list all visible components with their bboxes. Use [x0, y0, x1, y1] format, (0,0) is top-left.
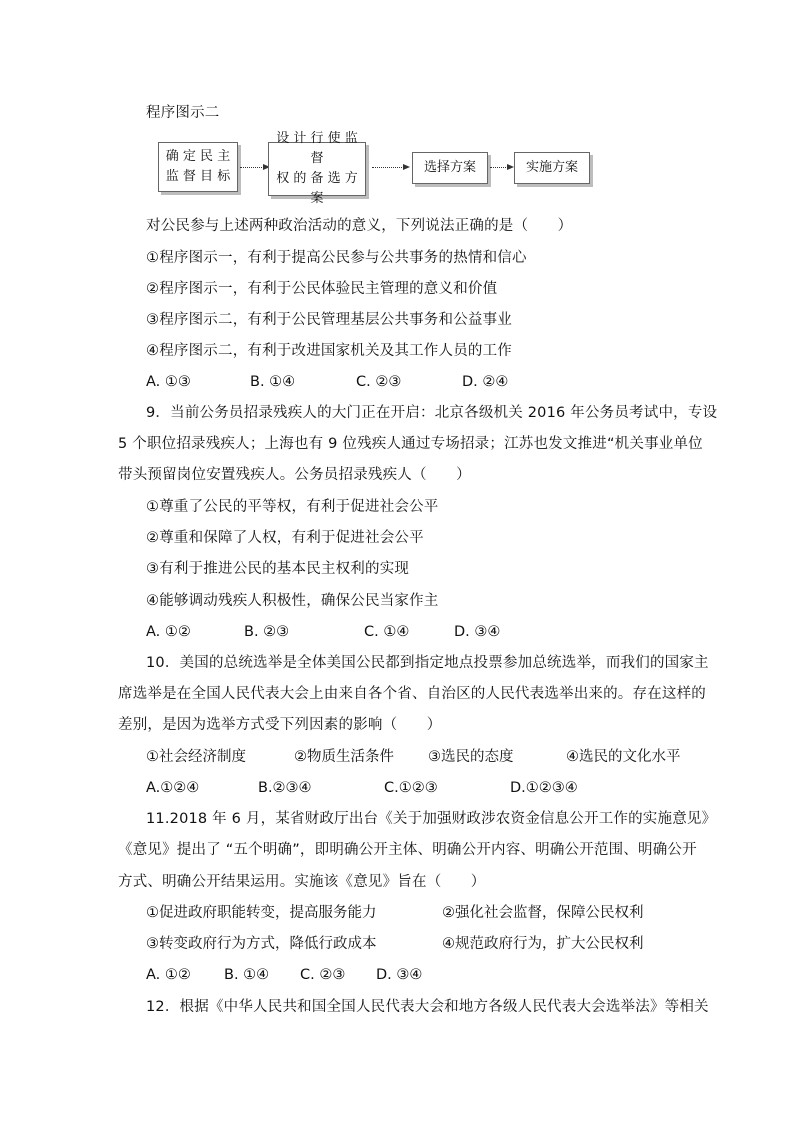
- flow-box-implement-label: 实施方案: [525, 160, 578, 175]
- q8-item-1: ①程序图示一，有利于提高公民参与公共事务的热情和信心: [146, 250, 527, 266]
- q11-items-row-1: [146, 903, 666, 923]
- flow-box-select: [412, 152, 488, 184]
- q10-item-2: ②物质生活条件: [294, 749, 394, 765]
- q8-option-d: D. ②④: [462, 374, 509, 390]
- flow-arrow-2: [372, 167, 404, 169]
- q11-options: [146, 965, 466, 985]
- section-title: 程序图示二: [146, 105, 220, 121]
- q8-option-c: C. ②③: [356, 374, 402, 390]
- q10-option-d: D.①②③④: [510, 780, 578, 796]
- q11-stem-line-3: 方式、明确公开结果运用。实施该《意见》旨在（ ）: [118, 874, 486, 890]
- q9-stem-line-1: 9．当前公务员招录残疾人的大门正在开启：北京各级机关 2016 年公务员考试中，专设: [146, 405, 718, 421]
- q11-item-4: ④规范政府行为，扩大公民权利: [442, 936, 644, 952]
- q11-stem-line-1: 11.2018 年 6 月，某省财政厅出台《关于加强财政涉农资金信息公开工作的实施意见》: [146, 811, 717, 827]
- flow-box-implement: [514, 152, 590, 184]
- q10-stem-line-2: 席选举是在全国人民代表大会上由来自各个省、自治区的人民代表选举出来的。存在这样的: [118, 686, 706, 702]
- q9-option-a: A. ①②: [146, 624, 191, 640]
- flow-arrow-3: [490, 167, 508, 169]
- q8-item-3: ③程序图示二，有利于公民管理基层公共事务和公益事业: [146, 312, 512, 328]
- q9-item-3: ③有利于推进公民的基本民主权利的实现: [146, 561, 410, 577]
- q8-item-4: ④程序图示二，有利于改进国家机关及其工作人员的工作: [146, 343, 512, 359]
- flow-box-goal: [158, 142, 238, 192]
- q11-option-a: A. ①②: [146, 967, 191, 983]
- q11-stem-line-2: 《意见》提出了 “五个明确”，即明确公开主体、明确公开内容、明确公开范围、明确公开: [118, 842, 697, 858]
- flow-box-design-line1: 设 计 行 使 监 督: [276, 131, 358, 166]
- q9-item-4: ④能够调动残疾人积极性，确保公民当家作主: [146, 593, 439, 609]
- flow-arrow-1: [240, 167, 264, 169]
- q12-stem-line-1: 12．根据《中华人民共和国全国人民代表大会和地方各级人民代表大会选举法》等相关: [146, 999, 709, 1015]
- q8-option-a: A. ①③: [146, 374, 191, 390]
- q10-item-1: ①社会经济制度: [146, 749, 246, 765]
- q11-option-b: B. ①④: [224, 967, 270, 983]
- q9-option-d: D. ③④: [454, 624, 501, 640]
- q10-option-b: B.②③④: [258, 780, 312, 796]
- q10-option-c: C.①②③: [384, 780, 438, 796]
- q9-stem-line-3: 带头预留岗位安置残疾人。公务员招录残疾人（ ）: [118, 467, 471, 483]
- q11-option-d: D. ③④: [376, 967, 423, 983]
- q10-item-3: ③选民的态度: [428, 749, 514, 765]
- q9-item-2: ②尊重和保障了人权，有利于促进社会公平: [146, 530, 424, 546]
- q10-stem-line-3: 差别，是因为选举方式受下列因素的影响（ ）: [118, 717, 442, 733]
- q8-option-b: B. ①④: [250, 374, 296, 390]
- q10-item-4: ④选民的文化水平: [566, 749, 681, 765]
- flow-box-goal-line2: 监 督 目 标: [165, 169, 231, 184]
- q11-item-1: ①促进政府职能转变，提高服务能力: [146, 905, 377, 921]
- q11-item-2: ②强化社会监督，保障公民权利: [442, 905, 644, 921]
- q11-item-3: ③转变政府行为方式，降低行政成本: [146, 936, 377, 952]
- flow-box-design-line2: 权 的 备 选 方 案: [276, 171, 358, 206]
- q10-options: [146, 778, 586, 798]
- q10-items: [146, 747, 686, 767]
- q9-options: [146, 622, 546, 642]
- q8-stem: 对公民参与上述两种政治活动的意义，下列说法正确的是（ ）: [146, 218, 573, 234]
- flow-box-design: [268, 131, 366, 206]
- q9-option-c: C. ①④: [364, 624, 410, 640]
- flow-box-select-label: 选择方案: [423, 160, 476, 175]
- q9-stem-line-2: 5 个职位招录残疾人；上海也有 9 位残疾人通过专场招录；江苏也发文推进“机关事业单位: [118, 436, 703, 452]
- q9-option-b: B. ②③: [244, 624, 290, 640]
- flow-box-goal-line1: 确 定 民 主: [165, 149, 231, 164]
- q10-stem-line-1: 10．美国的总统选举是全体美国公民都到指定地点投票参加总统选举，而我们的国家主: [146, 655, 709, 671]
- q10-option-a: A.①②④: [146, 780, 200, 796]
- q9-item-1: ①尊重了公民的平等权，有利于促进社会公平: [146, 499, 439, 515]
- q11-option-c: C. ②③: [300, 967, 346, 983]
- q8-item-2: ②程序图示一，有利于公民体验民主管理的意义和价值: [146, 281, 498, 297]
- q8-options: [146, 372, 546, 392]
- q11-items-row-2: [146, 934, 666, 954]
